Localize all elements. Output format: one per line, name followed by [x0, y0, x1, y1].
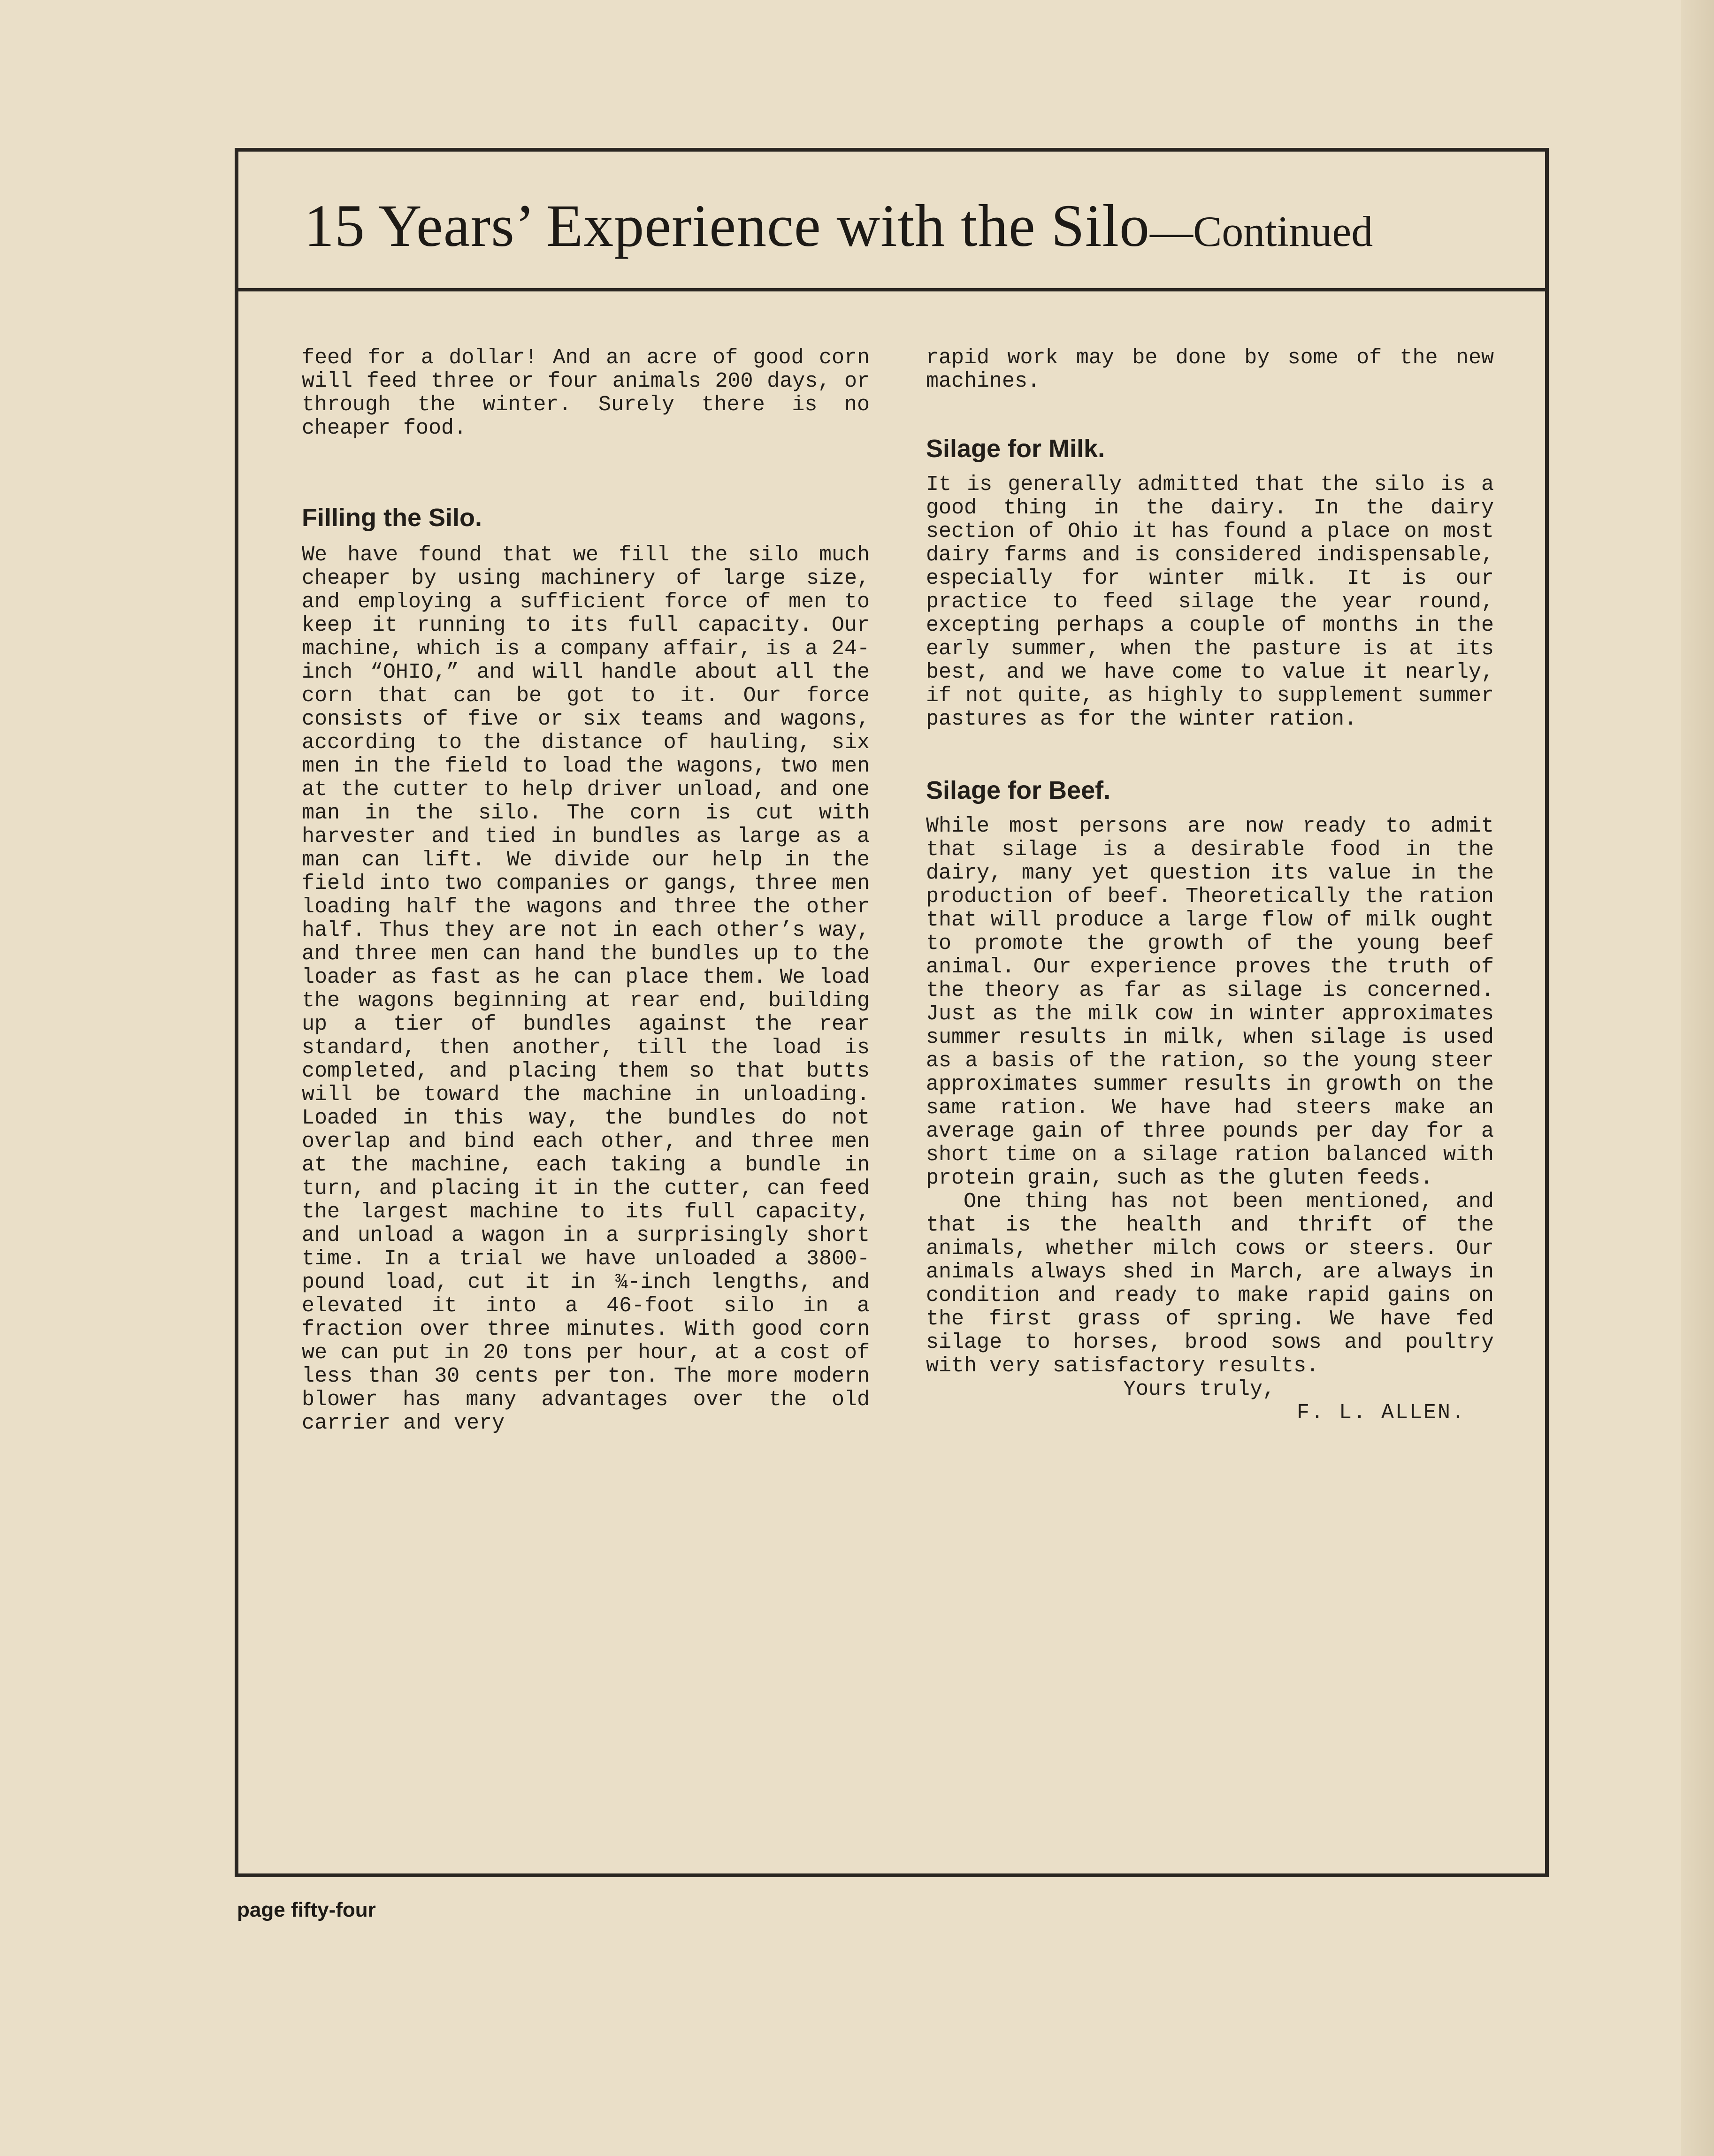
title-bar: [238, 152, 1545, 291]
page-number: page fifty-four: [237, 1898, 376, 1921]
final-paragraph: One thing has not been mentioned, and that is the health and thrift of the animals, whether milch cows or steers. Our animals always shed in March, are always in condition and ready to make rapid gains on the first grass of spring. We have fed silage to horses, brood sows and poultry with very satisfactory results.: [926, 1190, 1494, 1378]
page-edge-shadow: [1681, 0, 1714, 2156]
author-signature: F. L. ALLEN.: [1296, 1401, 1466, 1425]
right-column: [926, 346, 1494, 1425]
closing-line: Yours truly,: [1123, 1377, 1276, 1401]
beef-paragraph: While most persons are now ready to admit that silage is a desirable food in the dairy, many yet question its value in the production of beef. Theoretically the ration that will produce a large flow of milk ought to promote the growth of the young beef animal. Our experience proves the truth of the theory as far as silage is concerned. Just as the milk cow in winter approximates summer results in milk, when silage is used as a basis of the ration, so the young steer approximates summer results in growth on the same ration. We have had steers make an average gain of three pounds per day for a short time on a silage ration balanced with protein grain, such as the gluten feeds.: [926, 814, 1494, 1190]
continuation-paragraph: rapid work may be done by some of the new machines.: [926, 346, 1494, 393]
milk-heading: Silage for Milk.: [926, 435, 1105, 463]
title-continued: —Continued: [1149, 207, 1373, 255]
page-title: [304, 191, 1373, 260]
milk-paragraph: It is generally admitted that the silo is a good thing in the dairy. In the dairy section of Ohio it has found a place on most dairy farms and is considered indispensable, especially for winter milk. It is our practice to feed silage the year round, excepting perhaps a couple of months in the early summer, when the pasture is at its best, and we have come to value it nearly, if not quite, as highly to supplement summer pastures as for the winter ration.: [926, 473, 1494, 731]
beef-heading: Silage for Beef.: [926, 776, 1111, 804]
filling-paragraph: We have found that we fill the silo much cheaper by using machinery of large size, and employing a sufficient force of men to keep it running to its full capacity. Our machine, which is a company affair, is a 24-inch “OHIO,” and will handle about all the corn that can be got to it. Our force consists of five or six teams and wagons, according to the distance of hauling, six men in the field to load the wagons, two men at the cutter to help driver unload, and one man in the silo. The corn is cut with harvester and tied in bundles as large as a man can lift. We divide our help in the field into two companies or gangs, three men loading half the wagons and three the other half. Thus they are not in each other’s way, and three men can hand the bundles up to the loader as fast as he can place them. We load the wagons beginning at rear end, building up a tier of bundles against the rear standard, then another, till the load is completed, and placing them so that butts will be toward the machine in unloading. Loaded in this way, the bundles do not overlap and bind each other, and three men at the machine, each taking a bundle in turn, and placing it in the cutter, can feed the largest machine to its full capacity, and unload a wagon in a surprisingly short time. In a trial we have unloaded a 3800-pound load, cut it in ¾-inch lengths, and elevated it into a 46-foot silo in a fraction over three minutes. With good corn we can put in 20 tons per hour, at a cost of less than 30 cents per ton. The more modern blower has many advantages over the old carrier and very: [302, 543, 870, 1435]
title-main: 15 Years’ Experience with the Silo: [304, 192, 1150, 259]
left-column: [302, 346, 870, 1435]
filling-heading: Filling the Silo.: [302, 504, 482, 532]
intro-paragraph: feed for a dollar! And an acre of good corn will feed three or four animals 200 days, or through the winter. Surely there is no cheaper food.: [302, 346, 870, 440]
article-frame: [235, 148, 1549, 1877]
